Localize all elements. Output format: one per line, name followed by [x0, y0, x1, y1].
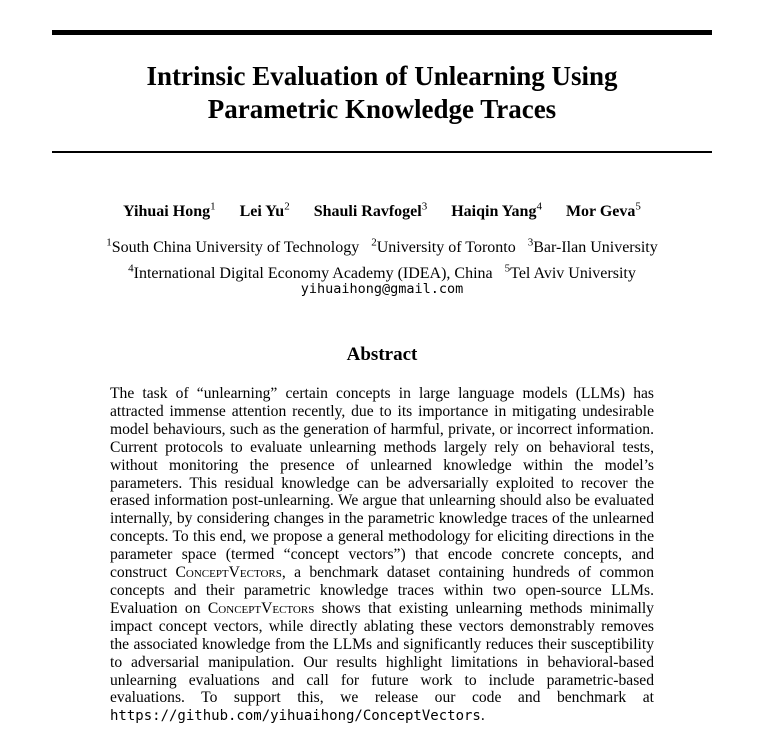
author: Mor Geva$^5$ — [565, 201, 641, 221]
title-line-1: Intrinsic Evaluation of Unlearning Using — [146, 61, 618, 91]
author: Lei Yu$^2$ — [239, 201, 290, 221]
contact-email[interactable]: yihuaihong@gmail.com — [300, 281, 464, 297]
affiliation: $^1$South China University of Technology — [106, 237, 360, 257]
benchmark-name: ConceptVectors — [175, 564, 282, 582]
affiliation: $^4$International Digital Economy Academy (IDEA), China — [128, 262, 493, 282]
benchmark-name: ConceptVectors — [207, 599, 315, 617]
affiliation-line-1 — [52, 233, 712, 258]
author: Haiqin Yang$^4$ — [451, 201, 542, 221]
author: Shauli Ravfogel$^3$ — [313, 201, 428, 221]
title-line-2: Parametric Knowledge Traces — [207, 94, 557, 124]
affiliation: $^5$Tel Aviv University — [504, 262, 636, 282]
top-rule — [52, 30, 712, 35]
paper-title — [52, 60, 712, 126]
affiliation: $^2$University of Toronto — [371, 237, 516, 257]
affiliation: $^3$Bar-Ilan University — [527, 237, 658, 257]
affiliation-line-2 — [52, 258, 712, 283]
abstract-body: The task of “unlearning” certain concepts in large language models (LLMs) has attracted immense attention recently, due to its importance in mitigating undesirable model behaviours, such as the generation of harmful, private, or incorrect information. Current protocols to evaluate unlearning methods largely rely on behavioral tests, without monitoring the presence of unlearned knowledge within the model’s parameters. This residual knowledge can be adversarially exploited to recover the erased information post-unlearning. We argue that unlearning should also be evaluated internally, by considering changes in the parametric knowledge traces of the unlearned concepts. To this end, we propose a general methodology for eliciting directions in the parameter space (termed “concept vectors”) that encode concrete concepts, and construct ConceptVectors, a benchmark dataset containing hundreds of common concepts and their parametric knowledge traces within two open-source LLMs. Evaluation on ConceptVectors shows that existing unlearning methods minimally impact concept vectors, while directly ablating these vectors demonstrably removes the associated knowledge from the LLMs and significantly reduces their susceptibility to adversarial manipulation. Our results highlight limitations in behavioral-based unlearning evaluations and call for future work to include parametric-based evaluations. To support this, we release our code and benchmark at https://github.com/yihuaihong/ConceptVectors. — [110, 385, 654, 725]
affiliations — [52, 233, 712, 284]
author-list — [52, 197, 712, 222]
repository-link[interactable]: https://github.com/yihuaihong/ConceptVectors — [110, 708, 481, 725]
abstract-heading: Abstract — [346, 344, 418, 365]
author: Yihuai Hong$^1$ — [123, 201, 216, 221]
title-bottom-rule — [52, 151, 712, 153]
